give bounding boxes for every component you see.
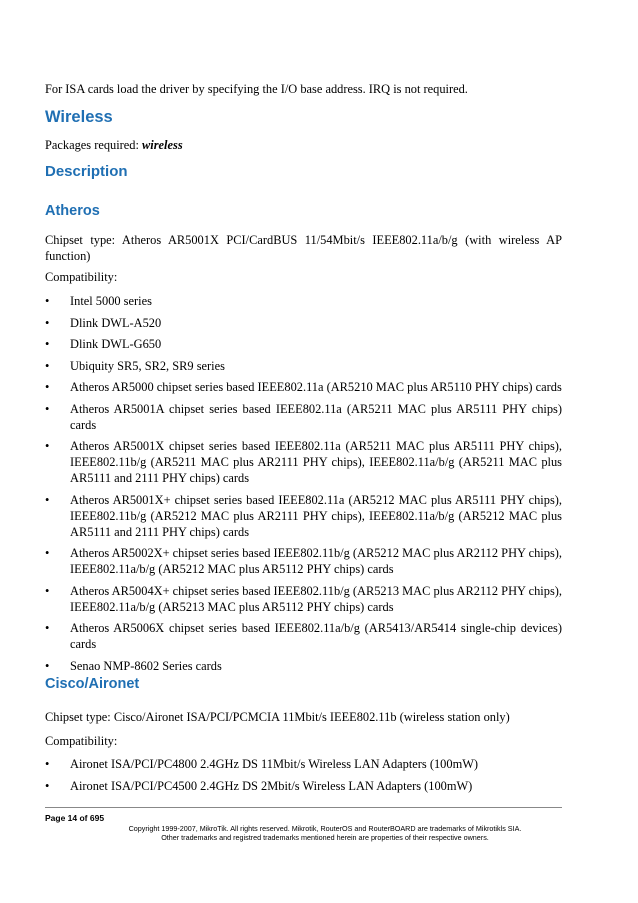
list-item: • Atheros AR5001X chipset series based IEEE802.11a (AR5211 MAC plus AR5111 PHY chips), IEEE802.11b/g (AR5211 MAC plus AR2111 PHY chips), IEEE802.11a/b/g (AR5211 MAC plus AR5111 and 2111 PHY chips) cards — [45, 439, 562, 485]
bullet-icon: • — [45, 546, 50, 560]
bullet-icon: • — [45, 380, 50, 394]
cisco-heading: Cisco/Aironet — [45, 676, 140, 692]
bullet-icon: • — [45, 337, 50, 351]
list-item: • Atheros AR5000 chipset series based IEEE802.11a (AR5210 MAC plus AR5110 PHY chips) cards — [45, 380, 562, 394]
intro-paragraph: For ISA cards load the driver by specifying the I/O base address. IRQ is not required. — [45, 82, 468, 96]
bullet-icon: • — [45, 658, 50, 673]
atheros-chipset: Chipset type: Atheros AR5001X PCI/CardBUS 11/54Mbit/s IEEE802.11a/b/g (with wireless AP function) — [45, 233, 562, 263]
list-item: • Senao NMP-8602 Series cards — [45, 658, 222, 673]
footer-divider — [45, 807, 562, 808]
atheros-compat-list — [45, 293, 562, 679]
atheros-compat-label: Compatibility: — [45, 270, 118, 284]
packages-required — [45, 137, 562, 153]
bullet-icon: • — [45, 358, 50, 373]
bullet-icon: • — [45, 401, 50, 416]
bullet-icon: • — [45, 757, 50, 771]
list-item: • Aironet ISA/PCI/PC4500 2.4GHz DS 2Mbit/s Wireless LAN Adapters (100mW) — [45, 778, 473, 793]
cisco-compat-label: Compatibility: — [45, 734, 118, 748]
packages-value: wireless — [142, 138, 183, 152]
list-item: • Intel 5000 series — [45, 294, 152, 308]
bullet-icon: • — [45, 294, 50, 308]
list-item: • Atheros AR5001A chipset series based IEEE802.11a (AR5211 MAC plus AR5111 PHY chips) cards — [45, 401, 562, 432]
cisco-chipset: Chipset type: Cisco/Aironet ISA/PCI/PCMCIA 11Mbit/s IEEE802.11b (wireless station only) — [45, 710, 510, 724]
list-item: • Aironet ISA/PCI/PC4800 2.4GHz DS 11Mbit/s Wireless LAN Adapters (100mW) — [45, 757, 479, 771]
page-number: Page 14 of 695 — [45, 813, 105, 823]
description-heading: Description — [45, 163, 128, 180]
list-item: • Atheros AR5002X+ chipset series based IEEE802.11b/g (AR5212 MAC plus AR2112 PHY chips), IEEE802.11a/b/g (AR5212 MAC plus AR5112 PHY chips) cards — [45, 546, 562, 576]
cisco-compat-list — [45, 756, 562, 799]
wireless-heading: Wireless — [45, 108, 113, 126]
bullet-icon: • — [45, 621, 50, 635]
list-item: • Atheros AR5006X chipset series based IEEE802.11a/b/g (AR5413/AR5414 single-chip devices) cards — [45, 621, 562, 651]
copyright-line-1: Copyright 1999-2007, MikroTik. All rights reserved. Mikrotik, RouterOS and RouterBOARD are trademarks of Mikrotikls SIA. — [128, 824, 522, 833]
bullet-icon: • — [45, 778, 50, 793]
list-item: • Atheros AR5004X+ chipset series based IEEE802.11b/g (AR5213 MAC plus AR2112 PHY chips), IEEE802.11a/b/g (AR5213 MAC plus AR5112 PHY chips) cards — [45, 583, 562, 614]
bullet-icon: • — [45, 315, 50, 330]
bullet-icon: • — [45, 492, 50, 507]
bullet-icon: • — [45, 439, 50, 453]
list-item: • Dlink DWL-G650 — [45, 337, 162, 351]
copyright-line-2: Other trademarks and registred trademarks mentioned herein are properties of their respective owners. — [161, 833, 489, 842]
atheros-heading: Atheros — [45, 203, 100, 219]
packages-label: Packages required: — [45, 138, 143, 152]
list-item: • Ubiquity SR5, SR2, SR9 series — [45, 358, 225, 373]
list-item: • Atheros AR5001X+ chipset series based IEEE802.11a (AR5212 MAC plus AR5111 PHY chips), IEEE802.11b/g (AR5212 MAC plus AR2111 PHY chips), IEEE802.11a/b/g (AR5212 MAC plus AR5111 and 2111 PHY chips) cards — [45, 492, 562, 539]
bullet-icon: • — [45, 583, 50, 598]
list-item: • Dlink DWL-A520 — [45, 315, 162, 330]
